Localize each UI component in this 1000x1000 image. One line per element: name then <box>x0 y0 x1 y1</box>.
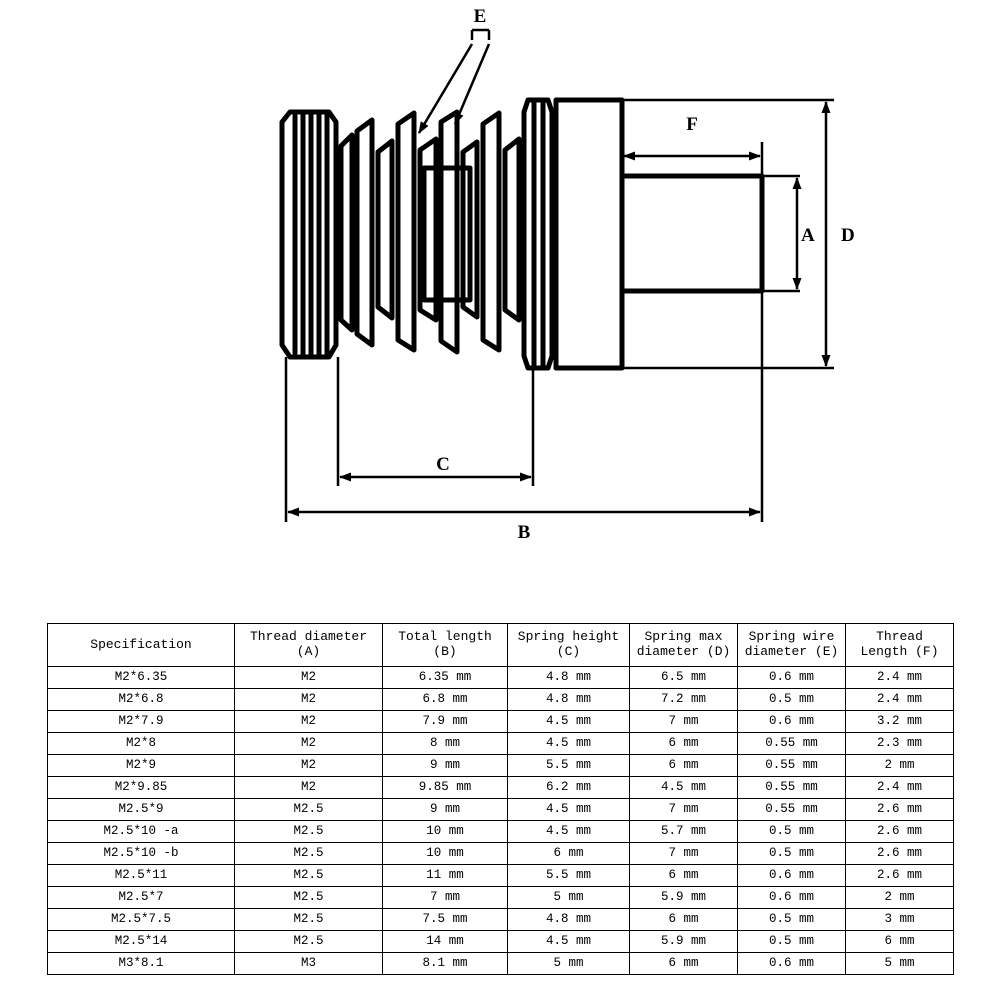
label-c: C <box>436 454 450 475</box>
cell-specification: M2.5*14 <box>48 931 235 953</box>
table-header-specification <box>48 624 235 667</box>
cell-total-length: 6.8 mm <box>383 689 508 711</box>
cell-specification: M2.5*9 <box>48 799 235 821</box>
header-main: Spring height <box>517 629 620 645</box>
cell-spring-max-diameter: 4.5 mm <box>630 777 738 799</box>
cell-spring-wire-diameter: 0.5 mm <box>738 821 846 843</box>
specification-table-container <box>47 623 953 975</box>
cell-spring-wire-diameter: 0.55 mm <box>738 777 846 799</box>
cell-spring-max-diameter: 6 mm <box>630 733 738 755</box>
cell-spring-height: 6 mm <box>508 843 630 865</box>
header-main: Thread <box>876 629 923 645</box>
table-header-row <box>48 624 954 667</box>
cell-specification: M2*8 <box>48 733 235 755</box>
cell-thread-diameter: M2.5 <box>235 931 383 953</box>
table-header-spring-max-diameter <box>630 624 738 667</box>
cell-spring-wire-diameter: 0.5 mm <box>738 843 846 865</box>
cell-thread-length: 2.4 mm <box>846 689 954 711</box>
cell-spring-wire-diameter: 0.5 mm <box>738 909 846 931</box>
cell-spring-height: 5 mm <box>508 953 630 975</box>
header-main: Spring max <box>644 629 723 645</box>
cell-thread-length: 3.2 mm <box>846 711 954 733</box>
cell-spring-wire-diameter: 0.6 mm <box>738 711 846 733</box>
table-header-thread-length <box>846 624 954 667</box>
cell-total-length: 7 mm <box>383 887 508 909</box>
cell-thread-length: 2.3 mm <box>846 733 954 755</box>
table-row <box>48 931 954 953</box>
cell-spring-wire-diameter: 0.6 mm <box>738 953 846 975</box>
cell-spring-max-diameter: 6 mm <box>630 755 738 777</box>
cell-spring-max-diameter: 6.5 mm <box>630 667 738 689</box>
cell-thread-diameter: M2.5 <box>235 865 383 887</box>
cell-thread-length: 2.4 mm <box>846 777 954 799</box>
label-e: E <box>473 6 487 27</box>
cell-thread-diameter: M2.5 <box>235 909 383 931</box>
cell-spring-wire-diameter: 0.6 mm <box>738 887 846 909</box>
cell-thread-diameter: M2.5 <box>235 887 383 909</box>
cell-thread-length: 2.6 mm <box>846 843 954 865</box>
cell-specification: M2*7.9 <box>48 711 235 733</box>
table-row <box>48 865 954 887</box>
cell-specification: M2*6.35 <box>48 667 235 689</box>
table-row <box>48 821 954 843</box>
table-header-spring-height <box>508 624 630 667</box>
cell-thread-length: 2.6 mm <box>846 865 954 887</box>
cell-spring-wire-diameter: 0.6 mm <box>738 667 846 689</box>
cell-total-length: 9 mm <box>383 799 508 821</box>
label-d: D <box>841 225 855 246</box>
cell-thread-diameter: M2 <box>235 755 383 777</box>
cell-total-length: 10 mm <box>383 843 508 865</box>
label-a: A <box>801 225 815 246</box>
cell-thread-diameter: M2 <box>235 777 383 799</box>
header-sub: Length (F) <box>860 644 939 659</box>
cell-total-length: 7.9 mm <box>383 711 508 733</box>
table-header-thread-diameter <box>235 624 383 667</box>
table-row <box>48 887 954 909</box>
table-row <box>48 711 954 733</box>
cell-spring-max-diameter: 7 mm <box>630 799 738 821</box>
cell-spring-height: 4.5 mm <box>508 931 630 953</box>
table-row <box>48 843 954 865</box>
cell-spring-height: 5.5 mm <box>508 865 630 887</box>
cell-total-length: 10 mm <box>383 821 508 843</box>
cell-thread-diameter: M2 <box>235 711 383 733</box>
cell-thread-diameter: M2 <box>235 689 383 711</box>
cell-thread-length: 2 mm <box>846 755 954 777</box>
table-row <box>48 953 954 975</box>
label-f: F <box>686 114 698 135</box>
cell-specification: M2.5*10 -b <box>48 843 235 865</box>
cell-spring-height: 6.2 mm <box>508 777 630 799</box>
cell-spring-max-diameter: 7 mm <box>630 711 738 733</box>
cell-specification: M3*8.1 <box>48 953 235 975</box>
cell-thread-diameter: M2.5 <box>235 821 383 843</box>
specification-table <box>47 623 954 975</box>
cell-thread-diameter: M2 <box>235 667 383 689</box>
cell-thread-diameter: M2 <box>235 733 383 755</box>
cell-specification: M2.5*11 <box>48 865 235 887</box>
cell-spring-height: 4.5 mm <box>508 799 630 821</box>
cell-total-length: 6.35 mm <box>383 667 508 689</box>
cell-total-length: 7.5 mm <box>383 909 508 931</box>
header-main: Thread diameter <box>249 629 368 645</box>
table-row <box>48 777 954 799</box>
cell-specification: M2*9.85 <box>48 777 235 799</box>
header-sub: diameter (E) <box>744 644 839 659</box>
screw-body-outline <box>282 100 762 368</box>
cell-spring-height: 4.5 mm <box>508 711 630 733</box>
cell-spring-wire-diameter: 0.5 mm <box>738 689 846 711</box>
cell-spring-height: 4.5 mm <box>508 821 630 843</box>
cell-spring-height: 5 mm <box>508 887 630 909</box>
cell-spring-wire-diameter: 0.5 mm <box>738 931 846 953</box>
cell-thread-length: 5 mm <box>846 953 954 975</box>
cell-thread-length: 2 mm <box>846 887 954 909</box>
cell-thread-diameter: M2.5 <box>235 799 383 821</box>
table-header-spring-wire-diameter <box>738 624 846 667</box>
header-sub: (C) <box>556 644 581 659</box>
table-row <box>48 689 954 711</box>
cell-spring-wire-diameter: 0.55 mm <box>738 755 846 777</box>
cell-spring-max-diameter: 7 mm <box>630 843 738 865</box>
cell-spring-wire-diameter: 0.55 mm <box>738 799 846 821</box>
header-sub: diameter (D) <box>636 644 731 659</box>
cell-specification: M2*6.8 <box>48 689 235 711</box>
dimension-d <box>556 100 834 368</box>
cell-spring-wire-diameter: 0.55 mm <box>738 733 846 755</box>
cell-thread-length: 2.6 mm <box>846 821 954 843</box>
cell-spring-wire-diameter: 0.6 mm <box>738 865 846 887</box>
cell-spring-height: 5.5 mm <box>508 755 630 777</box>
cell-total-length: 11 mm <box>383 865 508 887</box>
cell-specification: M2.5*10 -a <box>48 821 235 843</box>
header-main: Total length <box>398 629 492 645</box>
cell-spring-height: 4.8 mm <box>508 689 630 711</box>
cell-specification: M2.5*7.5 <box>48 909 235 931</box>
cell-thread-length: 3 mm <box>846 909 954 931</box>
cell-thread-length: 2.4 mm <box>846 667 954 689</box>
cell-total-length: 8 mm <box>383 733 508 755</box>
dimension-e <box>419 30 489 133</box>
cell-spring-height: 4.8 mm <box>508 909 630 931</box>
cell-spring-max-diameter: 6 mm <box>630 865 738 887</box>
header-main: Spring wire <box>748 629 835 645</box>
table-row <box>48 755 954 777</box>
cell-specification: M2*9 <box>48 755 235 777</box>
cell-total-length: 14 mm <box>383 931 508 953</box>
cell-thread-length: 2.6 mm <box>846 799 954 821</box>
cell-spring-max-diameter: 5.9 mm <box>630 931 738 953</box>
header-main: Specification <box>90 636 192 652</box>
cell-thread-length: 6 mm <box>846 931 954 953</box>
cell-spring-height: 4.8 mm <box>508 667 630 689</box>
table-row <box>48 667 954 689</box>
table-row <box>48 799 954 821</box>
dimension-a <box>762 176 800 291</box>
cell-total-length: 9.85 mm <box>383 777 508 799</box>
dimension-f <box>622 142 762 176</box>
cell-thread-diameter: M2.5 <box>235 843 383 865</box>
cell-spring-max-diameter: 6 mm <box>630 909 738 931</box>
header-sub: (B) <box>433 644 457 659</box>
cell-spring-max-diameter: 5.7 mm <box>630 821 738 843</box>
cell-total-length: 9 mm <box>383 755 508 777</box>
cell-spring-max-diameter: 7.2 mm <box>630 689 738 711</box>
cell-specification: M2.5*7 <box>48 887 235 909</box>
cell-total-length: 8.1 mm <box>383 953 508 975</box>
cell-spring-max-diameter: 5.9 mm <box>630 887 738 909</box>
cell-spring-height: 4.5 mm <box>508 733 630 755</box>
table-row <box>48 909 954 931</box>
label-b: B <box>517 522 531 543</box>
header-sub: (A) <box>296 644 321 659</box>
table-header-total-length <box>383 624 508 667</box>
cell-spring-max-diameter: 6 mm <box>630 953 738 975</box>
cell-thread-diameter: M3 <box>235 953 383 975</box>
table-row <box>48 733 954 755</box>
